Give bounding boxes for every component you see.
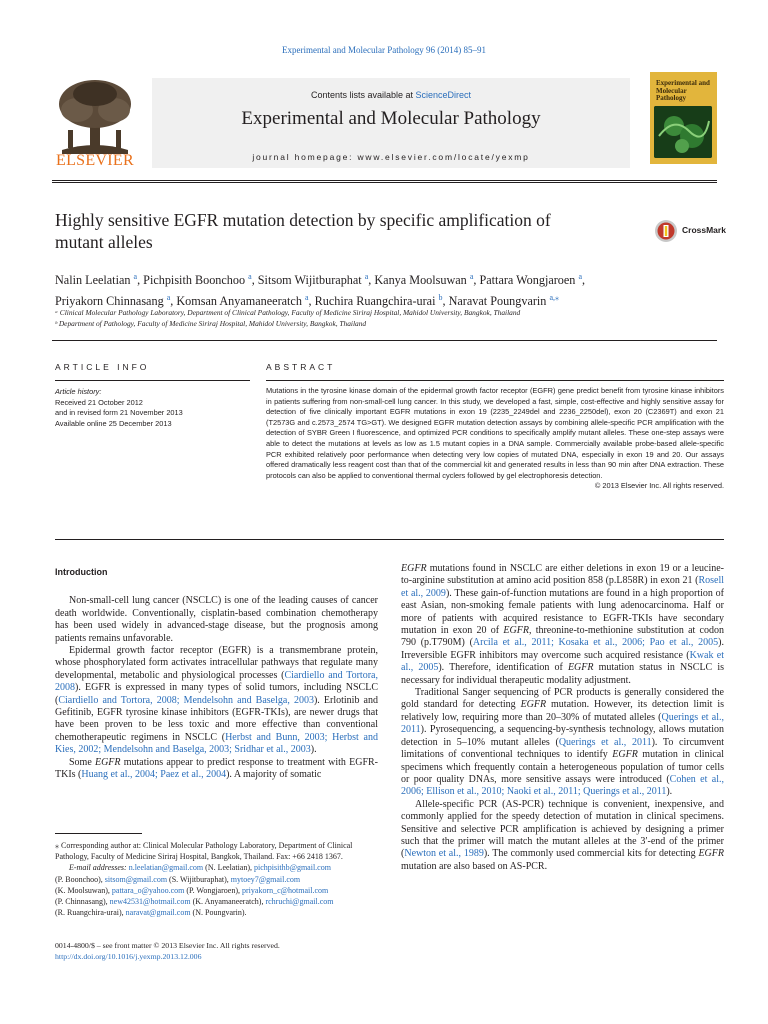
gene-name: EGFR: [520, 699, 547, 711]
paragraph-text: Allele-specific PCR (AS-PCR) technique is convenient, inexpensive, and commonly applied for the speedy detection of mutation in clinical specimens. Sensitive and selective PCR amplification is achieved by designing a primer such that the primer will match the mutant alleles at the 3′-end of the primer (: [401, 798, 724, 860]
crossmark-label: CrossMark: [682, 225, 726, 235]
email-link[interactable]: sitsom@gmail.com: [104, 874, 168, 884]
article-title-line2: mutant alleles: [55, 232, 153, 252]
email-link[interactable]: rchruchi@gmail.com: [265, 897, 334, 907]
cover-image: [654, 106, 712, 158]
affiliation-marker[interactable]: a: [469, 272, 474, 281]
paragraph-text: mutations found in NSCLC are either deletions in exon 19 or a leucine-to-arginine substitution at amino acid position 858 (p.L858R) in exon 21 (: [401, 563, 724, 587]
gene-name: EGFR: [567, 662, 594, 674]
author-name[interactable]: Komsan Anyamaneeratch: [176, 294, 302, 309]
article-history: [55, 387, 255, 429]
author-name[interactable]: Ruchira Ruangchira-urai: [314, 294, 436, 309]
paragraph-text: mutation status in NSCLC is necessary for individual therapeutic modality adjustment.: [401, 662, 724, 686]
email-line: [55, 885, 378, 896]
affiliation-marker[interactable]: a,⁎: [549, 293, 560, 303]
journal-header-box: [152, 78, 630, 168]
paragraph-text: ). Irreversible EGFR inhibitors may overcome such acquired resistance (: [401, 637, 724, 661]
paragraph-text: mutation. However, its detection limit is relatively low, requiring more than 20–30% of mutated alleles (: [401, 699, 724, 723]
email-owner: (N. Poungvarin).: [190, 908, 247, 918]
email-label: E-mail addresses:: [69, 863, 129, 873]
email-addresses: [55, 862, 378, 918]
citation-link[interactable]: Querings et al., 2011: [558, 736, 652, 748]
gene-name: EGFR: [401, 563, 427, 574]
affiliation-marker[interactable]: a: [248, 272, 252, 281]
paragraph-text: ).: [666, 786, 673, 798]
citation-link[interactable]: Cohen et al., 2006; Ellison et al., 2010; Naoki et al., 2011; Querings et al., 2011: [401, 773, 725, 798]
citation-link[interactable]: Herbst and Bunn, 2003; Herbst and Kies, 2002; Mendelsohn and Baselga, 2003; Sridhar et al., 2003: [55, 731, 378, 756]
email-owner: (R. Ruangchira-urai),: [55, 908, 126, 918]
journal-masthead: [52, 70, 717, 175]
citation-link[interactable]: Arcila et al., 2011; Kosaka et al., 2006; Pao et al., 2005: [472, 637, 719, 649]
author-name[interactable]: Kanya Moolsuwan: [374, 273, 467, 288]
affiliation-marker[interactable]: a: [304, 293, 309, 303]
email-line: [55, 862, 378, 873]
footnote-rule: [55, 833, 142, 834]
journal-cover-thumbnail[interactable]: [650, 72, 717, 164]
paragraph-text: ). A majority of somatic: [226, 769, 322, 781]
affiliation-b: ᵇ Department of Pathology, Faculty of Medicine Siriraj Hospital, Mahidol University, Bangkok, Thailand: [55, 319, 367, 328]
body-column-left: [55, 566, 378, 782]
email-owner: (N. Leelatian),: [203, 863, 255, 873]
running-head[interactable]: Experimental and Molecular Pathology 96 (2014) 85–91: [282, 45, 486, 55]
paragraph-text: , threonine-to-methionine substitution at codon 790 (p.T790M) (: [401, 625, 724, 649]
email-line: [55, 874, 378, 885]
affiliation-marker[interactable]: b: [438, 293, 443, 303]
masthead-rule: [52, 180, 717, 181]
doi-link[interactable]: http://dx.doi.org/10.1016/j.yexmp.2013.12.006: [55, 952, 202, 961]
gene-name: EGFR: [94, 756, 121, 768]
email-link[interactable]: priyakorn_c@hotmail.com: [242, 885, 329, 895]
affiliation-marker[interactable]: a: [133, 272, 138, 281]
gene-name: EGFR: [503, 625, 529, 637]
contents-line: [152, 90, 630, 100]
paragraph-text: ).: [310, 744, 317, 756]
citation-link[interactable]: Querings et al., 2011: [401, 711, 724, 736]
email-owner: (P. Wongjaroen),: [184, 885, 242, 895]
email-owner: (K. Anyamaneeratch),: [190, 897, 266, 907]
journal-title: Experimental and Molecular Pathology: [241, 108, 541, 129]
paragraph-text: Non-small-cell lung cancer (NSCLC) is one of the leading causes of cancer death worldwide. Conventionally, cisplatin-based combination chemotherapy has been used widely in advanced-stage disease, but the prognosis among patients remains unfavorable.: [55, 595, 378, 644]
sciencedirect-link[interactable]: ScienceDirect: [415, 90, 472, 100]
abstract-body: [266, 386, 724, 492]
contents-prefix: Contents lists available at: [310, 90, 416, 100]
paragraph-text: mutations appear to predict response to treatment with EGFR-TKIs (: [55, 756, 379, 781]
body-column-right: [401, 563, 724, 873]
journal-homepage[interactable]: journal homepage: www.elsevier.com/locate/yexmp: [252, 152, 530, 162]
section-rule: [52, 340, 717, 341]
cover-title: Experimental and Molecular Pathology: [656, 79, 710, 102]
email-owner: (S. Wijitburaphat),: [167, 874, 231, 884]
crossmark-icon: [654, 218, 678, 244]
paragraph-text: Some: [69, 756, 95, 768]
paragraph-text: Traditional Sanger sequencing of PCR products is generally considered the gold standard for detecting: [401, 687, 724, 711]
email-link[interactable]: naravat@gmail.com: [125, 908, 191, 918]
author-name[interactable]: Pichpisith Boonchoo: [143, 273, 246, 288]
paragraph: [401, 563, 724, 687]
paragraph-text: ). Pyrosequencing, a sequencing-by-synthesis technology, allows mutation detection in 5–10% mutant alleles (: [401, 724, 724, 748]
email-owner: (P. Boonchoo),: [55, 874, 105, 884]
history-online: Available online 25 December 2013: [55, 418, 172, 428]
abstract-heading: ABSTRACT: [266, 362, 336, 372]
citation-link[interactable]: Huang et al., 2004; Paez et al., 2004: [81, 769, 227, 781]
affiliation-marker[interactable]: a: [578, 272, 583, 281]
citation-link[interactable]: Newton et al., 1989: [404, 848, 484, 860]
citation-link[interactable]: Ciardiello and Tortora, 2008; Mendelsohn and Baselga, 2003: [58, 694, 314, 706]
author-name[interactable]: Naravat Poungvarin: [448, 294, 547, 309]
citation-link[interactable]: Kwak et al., 2005: [401, 649, 724, 674]
paragraph-text: mutation in clinical specimens which frequently contain a heterogeneous population of tumor cells or poor quality DNAs, more sensitive assays were introduced (: [401, 749, 724, 785]
abstract-rule: [266, 380, 724, 381]
author-name[interactable]: Pattara Wongjaroen: [479, 273, 576, 288]
corresponding-author-note: ⁎ Corresponding author at: Clinical Molecular Pathology Laboratory, Department of Clinical Pathology, Faculty of Medicine Siriraj Hospital, Bangkok, Thailand. Fax: +66 2418 1367.: [55, 841, 353, 862]
paragraph-text: ). EGFR is expressed in many types of solid tumors, including NSCLC (: [55, 682, 378, 706]
article-info-heading: ARTICLE INFO: [55, 362, 150, 372]
gene-name: EGFR: [698, 848, 724, 860]
affiliation-marker[interactable]: a: [364, 272, 369, 281]
history-revised: and in revised form 21 November 2013: [55, 408, 183, 417]
paragraph-text: ). The commonly used commercial kits for detecting: [483, 848, 699, 860]
paragraph: [401, 799, 724, 873]
email-line: [55, 896, 378, 907]
paragraph-text: ). To circumvent limitations of conventional techniques to identify: [401, 736, 724, 761]
email-link[interactable]: pichpisithb@gmail.com: [254, 863, 331, 873]
introduction-heading: Introduction: [55, 567, 108, 577]
author-name[interactable]: Sitsom Wijitburaphat: [257, 273, 362, 288]
issn-line: 0014-4800/$ – see front matter © 2013 Elsevier Inc. All rights reserved.: [55, 941, 280, 950]
abstract-copyright: © 2013 Elsevier Inc. All rights reserved.: [594, 481, 724, 491]
article-info-rule: [55, 380, 250, 381]
paragraph: [55, 645, 378, 757]
author-name[interactable]: Priyakorn Chinnasang: [55, 294, 164, 309]
author-list: Nalin Leelatian $^a$, Pichpisith Boonchoo $^a$, Sitsom Wijitburaphat $^a$, Kanya Moolsuwan $^a$, Pattara Wongjaroen $^a$, Priyakorn Chinnasang $^a$, Komsan Anyamaneeratch $^a$, Ruchira Ruangchira-urai $^b$, Naravat Poungvarin $^{a,⁎}$: [55, 272, 586, 309]
affiliation-marker[interactable]: a: [166, 293, 171, 303]
email-link[interactable]: n.leelatian@gmail.com: [128, 863, 204, 873]
history-title: Article history:: [55, 387, 102, 396]
paragraph-text: Epidermal growth factor receptor (EGFR) is a transmembrane protein, whose phosphorylated form activates intracellular pathways that regulate many developmental, metabolic and physiological processes (: [55, 645, 378, 681]
paragraph-text: mutation are also based on AS-PCR.: [401, 860, 548, 872]
paragraph: [55, 595, 378, 645]
masthead-rule-double: [52, 182, 717, 183]
email-link[interactable]: new42531@hotmail.com: [109, 897, 191, 907]
paragraph: [401, 687, 724, 799]
email-line: [55, 907, 378, 918]
history-received: Received 21 October 2012: [55, 397, 143, 407]
citation-link[interactable]: Ciardiello and Tortora, 2008: [55, 669, 378, 694]
article-title: [55, 209, 615, 253]
affiliation-a: ᵃ Clinical Molecular Pathology Laboratory, Department of Clinical Pathology, Faculty of Medicine Siriraj Hospital, Mahidol University, Bangkok, Thailand: [55, 308, 521, 317]
paragraph: [55, 757, 378, 782]
affiliations: [55, 307, 715, 329]
gene-name: EGFR: [612, 749, 638, 761]
paragraph-text: ). Therefore, identification of: [438, 662, 568, 674]
email-link[interactable]: pattara_o@yahoo.com: [111, 885, 185, 895]
author-name[interactable]: Nalin Leelatian: [55, 273, 131, 288]
crossmark-badge[interactable]: [654, 218, 734, 244]
citation-link[interactable]: Rosell et al., 2009: [401, 575, 724, 599]
paragraph-text: ). Erlotinib and Gefitinib, EGFR tyrosine kinase inhibitors (EGFR-TKIs), are newer drugs that have been proven to be less toxic and more effective than conventional chemotherapeutic regimens in NSCLC (: [55, 694, 378, 743]
bottom-info: [55, 940, 378, 962]
article-title-line1: Highly sensitive EGFR mutation detection by specific amplification of: [55, 210, 551, 230]
footnotes: [55, 840, 378, 918]
paragraph-text: ). These gain-of-function mutations are found in a high proportion of east Asian, non-smoking female patients with lung adenocarcinoma. Half or more of patients with acquired resistance to EGFR-TKIs have secondary mutation in exon 20 of: [401, 587, 724, 637]
abstract-bottom-rule: [55, 539, 724, 540]
abstract-text: Mutations in the tyrosine kinase domain of the epidermal growth factor receptor (EGFR) gene predict benefit from tyrosine kinase inhibitors in patients suffering from non-small-cell lung cancer. In this study, we developed a fast, simple, cost-effective and highly sensitive assay for detection of five clinically important EGFR mutations in exon 19 (2235_2249del and 2236_2250del), exon 20 (C2369T) and exon 21 (T2573G and c.2573_2574 TG>GT). We designed EGFR mutation detection assays by combining allele-specific PCR amplification with the detection of SYBR Green I fluorescence, and optimized PCR conditions to specifically amplify mutant alleles. These one-step assays were able to detect the mutations at levels as low as 1.5 mutant copies in a DNA sample. Commercially available probe-based allele-specific PCR exhibited relatively poor performance when detecting very low copies of mutated DNA, especially in exon 19 and 20. Our assays offered dramatically less reagent cost than that of the commercial kit and generated results in less than 90 min after DNA extraction. These protocols can also be applied to conventional thermal cyclers followed by gel electrophoresis detection.: [266, 386, 724, 480]
email-owner: (P. Chinnasang),: [55, 897, 110, 907]
email-link[interactable]: mytoey7@gmail.com: [230, 874, 301, 884]
elsevier-wordmark: ELSEVIER: [56, 152, 134, 169]
email-owner: (K. Moolsuwan),: [55, 885, 112, 895]
